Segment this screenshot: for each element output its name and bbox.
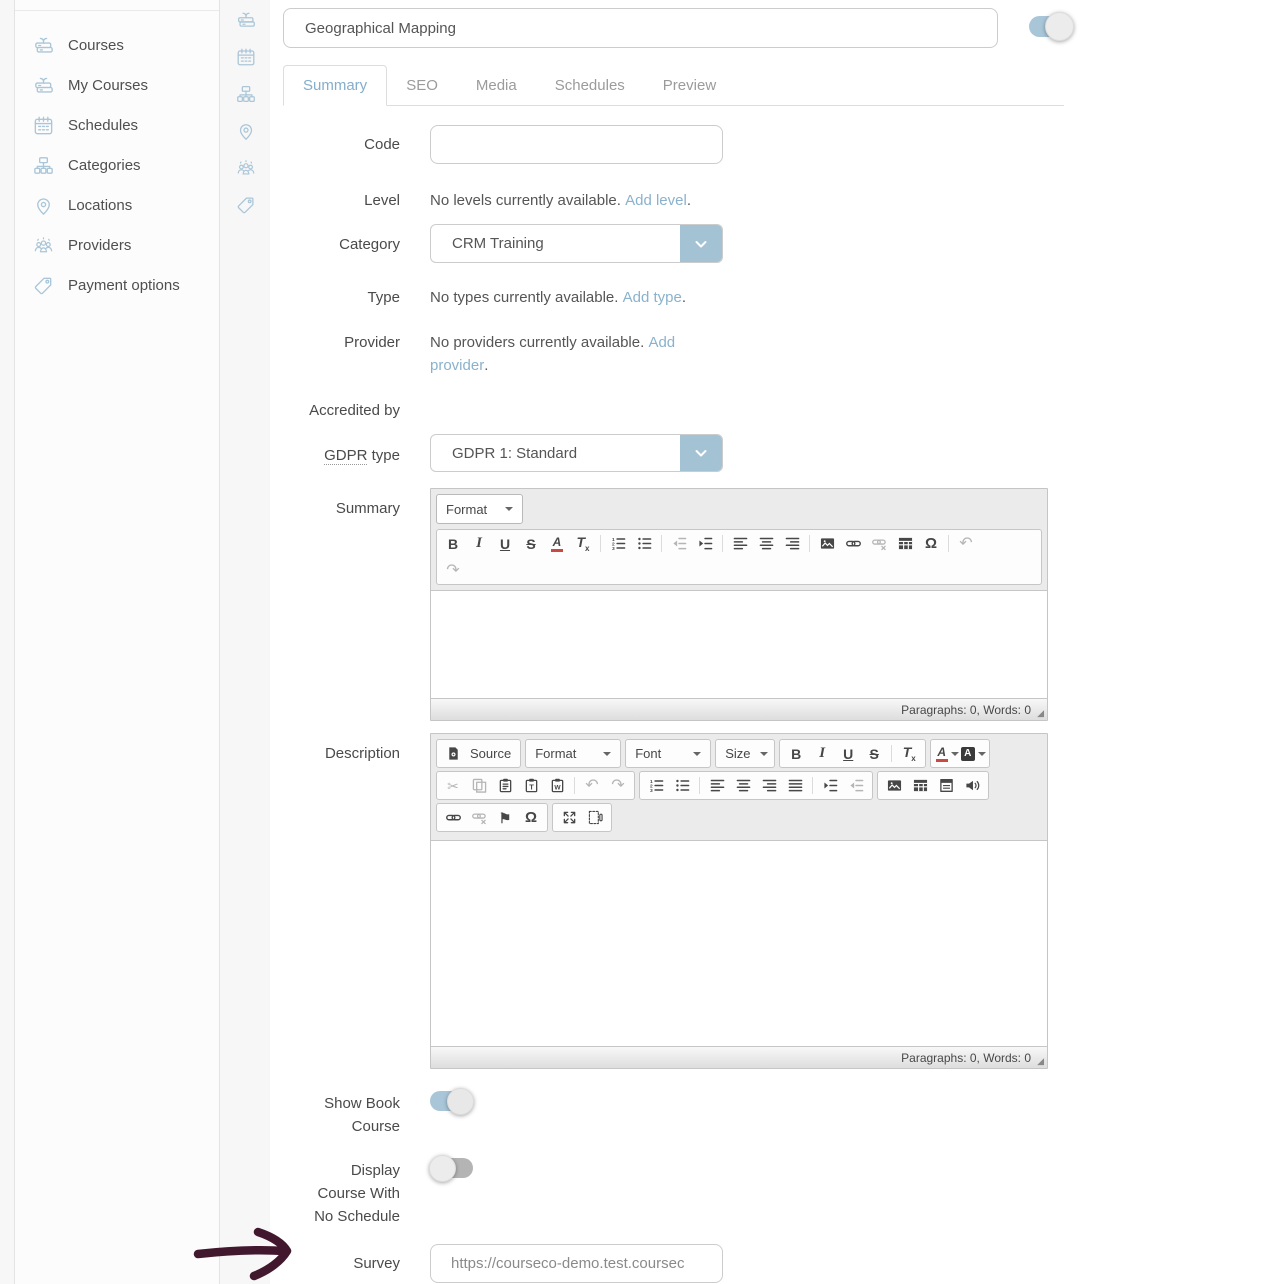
survey-label: Survey bbox=[353, 1255, 400, 1272]
gdpr-label-rest: type bbox=[371, 447, 400, 464]
sidebar-item-label: Payment options bbox=[68, 276, 180, 294]
unlink-button[interactable] bbox=[866, 531, 892, 556]
sidebar-item-payment-options[interactable] bbox=[15, 265, 219, 305]
align-center-button[interactable] bbox=[730, 773, 756, 798]
toolbar-separator bbox=[809, 535, 810, 552]
numbered-list-button[interactable] bbox=[643, 773, 669, 798]
table-button[interactable] bbox=[907, 773, 933, 798]
word-count: Paragraphs: 0, Words: 0 bbox=[901, 1050, 1031, 1065]
redo-icon: ↷ bbox=[446, 561, 460, 579]
toolbar-separator bbox=[574, 777, 575, 794]
source-icon bbox=[446, 746, 461, 761]
maximize-icon bbox=[562, 810, 577, 825]
sidebar-item-courses[interactable] bbox=[15, 25, 219, 65]
summary-label: Summary bbox=[335, 500, 400, 517]
format-dropdown[interactable] bbox=[436, 494, 523, 524]
show-book-course-toggle[interactable] bbox=[430, 1091, 473, 1111]
show-book-course-label: Show Book Course bbox=[324, 1095, 400, 1135]
paste-word-button[interactable] bbox=[544, 773, 570, 798]
outdent-button[interactable] bbox=[666, 531, 692, 556]
numbered-list-button[interactable] bbox=[605, 531, 631, 556]
link-icon bbox=[846, 536, 861, 551]
remove-format-button[interactable] bbox=[570, 531, 596, 556]
outdent-icon bbox=[672, 536, 687, 551]
indent-icon bbox=[823, 778, 838, 793]
numbered-list-icon bbox=[611, 536, 626, 551]
toolbar-group bbox=[436, 771, 635, 800]
audio-button[interactable] bbox=[959, 773, 985, 798]
strikethrough-button[interactable] bbox=[518, 531, 544, 556]
type-suffix: . bbox=[681, 289, 686, 306]
sidebar-item-locations[interactable] bbox=[15, 185, 219, 225]
unlink-icon bbox=[872, 536, 887, 551]
strikethrough-icon: S bbox=[526, 535, 536, 552]
align-left-icon bbox=[710, 778, 725, 793]
sidebar-item-label: Locations bbox=[68, 196, 133, 214]
undo-button[interactable] bbox=[579, 773, 605, 798]
code-input[interactable] bbox=[430, 125, 723, 164]
undo-button[interactable] bbox=[953, 531, 979, 556]
payment-icon[interactable] bbox=[235, 194, 257, 216]
bulleted-list-icon bbox=[675, 778, 690, 793]
anchor-button[interactable] bbox=[492, 805, 518, 830]
summary-toolbar bbox=[431, 489, 1047, 590]
gdpr-type-select[interactable] bbox=[430, 434, 723, 472]
align-left-button[interactable] bbox=[727, 531, 753, 556]
accredited-by-label: Accredited by bbox=[309, 402, 400, 419]
svg-text:3: 3 bbox=[611, 546, 615, 551]
template-button[interactable] bbox=[933, 773, 959, 798]
italic-icon: I bbox=[476, 535, 482, 551]
toolbar-separator bbox=[722, 535, 723, 552]
svg-text:3: 3 bbox=[649, 788, 653, 793]
paste-button[interactable] bbox=[492, 773, 518, 798]
special-char-icon: Ω bbox=[524, 809, 538, 826]
dropdown-label: Font bbox=[635, 746, 662, 761]
align-center-icon bbox=[736, 778, 751, 793]
level-suffix: . bbox=[686, 192, 691, 209]
format-dropdown[interactable] bbox=[525, 739, 621, 768]
icon-rail bbox=[221, 0, 270, 216]
locations-icon[interactable] bbox=[235, 120, 257, 142]
level-label: Level bbox=[364, 192, 400, 209]
display-course-label: Display Course With No Schedule bbox=[314, 1162, 400, 1225]
word-count: Paragraphs: 0, Words: 0 bbox=[901, 702, 1031, 717]
format-dropdown-label: Format bbox=[446, 501, 488, 517]
underline-icon: U bbox=[499, 535, 511, 552]
providers-icon bbox=[32, 234, 55, 257]
tab-bar bbox=[283, 65, 1064, 106]
courses-icon bbox=[32, 34, 55, 57]
bold-button[interactable] bbox=[440, 531, 466, 556]
link-icon bbox=[446, 810, 461, 825]
tab-summary[interactable]: Summary bbox=[283, 65, 387, 106]
indent-button[interactable] bbox=[817, 773, 843, 798]
schedules-icon bbox=[32, 114, 55, 137]
category-dropdown-button[interactable] bbox=[680, 225, 722, 262]
toolbar-separator bbox=[948, 535, 949, 552]
caret-down-icon bbox=[693, 752, 701, 760]
tab-media[interactable]: Media bbox=[475, 76, 517, 94]
special-char-button[interactable] bbox=[518, 805, 544, 830]
bg-color-menu-button[interactable] bbox=[960, 741, 986, 766]
bulleted-list-button[interactable] bbox=[669, 773, 695, 798]
gdpr-selected-value: GDPR 1: Standard bbox=[452, 444, 578, 462]
toolbar-group bbox=[930, 739, 990, 768]
paste-text-button[interactable] bbox=[518, 773, 544, 798]
sidebar-item-schedules[interactable] bbox=[15, 105, 219, 145]
source-button[interactable] bbox=[436, 739, 521, 768]
align-right-icon bbox=[762, 778, 777, 793]
sidebar-item-label: Providers bbox=[68, 236, 132, 254]
dropdown-label: Size bbox=[725, 746, 751, 761]
bulleted-list-icon bbox=[637, 536, 652, 551]
image-icon bbox=[820, 536, 835, 551]
template-icon bbox=[939, 778, 954, 793]
align-center-icon bbox=[759, 536, 774, 551]
align-center-button[interactable] bbox=[753, 531, 779, 556]
courses-icon bbox=[32, 74, 55, 97]
toolbar-separator bbox=[600, 535, 601, 552]
toggle-knob bbox=[429, 1155, 456, 1182]
annotation-arrow bbox=[190, 1224, 298, 1284]
description-status-bar bbox=[431, 1046, 1047, 1068]
add-type-link[interactable]: Add type bbox=[622, 289, 682, 306]
underline-icon: U bbox=[843, 745, 854, 762]
type-value bbox=[430, 286, 990, 309]
gdpr-dropdown-button[interactable] bbox=[680, 435, 722, 471]
strikethrough-button[interactable] bbox=[861, 741, 887, 766]
caret-down-icon bbox=[505, 507, 513, 515]
align-justify-icon bbox=[788, 778, 803, 793]
add-level-link[interactable]: Add level bbox=[625, 192, 687, 209]
type-label: Type bbox=[367, 289, 400, 306]
table-icon bbox=[913, 778, 928, 793]
sidebar-item-label: Schedules bbox=[68, 116, 139, 134]
caret-down-icon bbox=[603, 752, 611, 760]
tab-preview[interactable]: Preview bbox=[662, 76, 717, 94]
link-button[interactable] bbox=[440, 805, 466, 830]
svg-text:W: W bbox=[553, 784, 561, 792]
align-right-icon bbox=[785, 536, 800, 551]
show-blocks-icon bbox=[588, 810, 603, 825]
italic-icon: I bbox=[819, 745, 826, 761]
cut-button[interactable] bbox=[440, 773, 466, 798]
toolbar-separator bbox=[661, 535, 662, 552]
bg-color-menu-icon: A bbox=[961, 747, 986, 761]
bold-icon: B bbox=[447, 535, 459, 552]
redo-icon: ↷ bbox=[611, 776, 625, 794]
remove-format-icon: $T_x$ bbox=[902, 743, 916, 763]
code-label: Code bbox=[364, 136, 400, 153]
description-label: Description bbox=[324, 745, 400, 762]
payment-icon bbox=[32, 274, 55, 297]
svg-text:1: 1 bbox=[649, 779, 653, 785]
gdpr-type-label bbox=[300, 444, 400, 467]
bulleted-list-button[interactable] bbox=[631, 531, 657, 556]
svg-text:2: 2 bbox=[649, 784, 653, 790]
redo-button[interactable] bbox=[605, 773, 631, 798]
publish-toggle[interactable] bbox=[1029, 16, 1073, 37]
undo-icon: ↶ bbox=[585, 776, 599, 794]
image-button[interactable] bbox=[814, 531, 840, 556]
strikethrough-icon: S bbox=[869, 745, 879, 762]
resize-handle[interactable]: ◢ bbox=[1037, 1056, 1044, 1066]
svg-text:T: T bbox=[528, 782, 534, 792]
chevron-down-icon bbox=[693, 445, 709, 461]
caret-down-icon bbox=[760, 752, 768, 760]
sidebar-item-label: My Courses bbox=[68, 76, 149, 94]
toggle-knob bbox=[447, 1088, 474, 1115]
image-button[interactable] bbox=[881, 773, 907, 798]
level-empty-text: No levels currently available. bbox=[430, 192, 621, 209]
chevron-down-icon bbox=[693, 236, 709, 252]
schedules-icon[interactable] bbox=[235, 46, 257, 68]
audio-icon bbox=[965, 778, 980, 793]
paste-text-icon bbox=[524, 778, 539, 793]
svg-text:1: 1 bbox=[611, 537, 615, 543]
image-icon bbox=[887, 778, 902, 793]
align-justify-button[interactable] bbox=[782, 773, 808, 798]
paste-word-icon bbox=[550, 778, 565, 793]
align-left-icon bbox=[733, 536, 748, 551]
categories-icon[interactable] bbox=[235, 83, 257, 105]
toolbar-group bbox=[436, 803, 548, 832]
align-right-button[interactable] bbox=[756, 773, 782, 798]
copy-button[interactable] bbox=[466, 773, 492, 798]
providers-icon[interactable] bbox=[235, 157, 257, 179]
table-button[interactable] bbox=[892, 531, 918, 556]
anchor-icon: ⚑ bbox=[498, 809, 512, 826]
special-char-icon: Ω bbox=[924, 535, 938, 552]
categories-icon bbox=[32, 154, 55, 177]
toolbar-separator bbox=[891, 745, 892, 762]
italic-button[interactable] bbox=[466, 531, 492, 556]
indent-icon bbox=[698, 536, 713, 551]
text-color-button[interactable] bbox=[544, 531, 570, 556]
provider-empty-text: No providers currently available. bbox=[430, 334, 645, 351]
type-empty-text: No types currently available. bbox=[430, 289, 619, 306]
courses-icon[interactable] bbox=[235, 9, 257, 31]
tab-schedules[interactable]: Schedules bbox=[554, 76, 625, 94]
toolbar-group bbox=[877, 771, 989, 800]
description-content-area[interactable] bbox=[431, 840, 1047, 1046]
category-selected-value: CRM Training bbox=[452, 235, 544, 252]
category-label: Category bbox=[339, 236, 400, 253]
toolbar-separator bbox=[699, 777, 700, 794]
bold-icon: B bbox=[791, 745, 802, 762]
size-dropdown[interactable] bbox=[715, 739, 775, 768]
resize-handle[interactable]: ◢ bbox=[1037, 708, 1044, 718]
dropdown-label: Source bbox=[470, 746, 512, 761]
unlink-icon bbox=[472, 810, 487, 825]
course-title-input[interactable] bbox=[283, 8, 998, 48]
sidebar-item-categories[interactable] bbox=[15, 145, 219, 185]
provider-label: Provider bbox=[344, 334, 400, 351]
tab-seo[interactable]: SEO bbox=[406, 76, 438, 94]
special-char-button[interactable] bbox=[918, 531, 944, 556]
redo-button[interactable] bbox=[440, 558, 466, 583]
font-dropdown[interactable] bbox=[625, 739, 711, 768]
link-button[interactable] bbox=[840, 531, 866, 556]
toolbar-group bbox=[639, 771, 873, 800]
underline-button[interactable] bbox=[492, 531, 518, 556]
summary-toolbar-strip bbox=[436, 529, 1042, 585]
text-color-menu-icon: A bbox=[936, 746, 959, 762]
provider-suffix: . bbox=[484, 357, 489, 374]
sidebar bbox=[14, 0, 220, 1284]
svg-text:2: 2 bbox=[611, 542, 615, 548]
add-provider-link[interactable]: Add provider bbox=[430, 334, 676, 374]
text-color-icon: A bbox=[551, 536, 563, 552]
sidebar-nav bbox=[15, 11, 219, 305]
italic-button[interactable] bbox=[809, 741, 835, 766]
outdent-icon bbox=[849, 778, 864, 793]
align-right-button[interactable] bbox=[779, 531, 805, 556]
show-blocks-button[interactable] bbox=[582, 805, 608, 830]
sidebar-item-label: Categories bbox=[68, 156, 141, 174]
provider-value bbox=[430, 331, 692, 377]
sidebar-item-my-courses[interactable] bbox=[15, 65, 219, 105]
remove-format-button[interactable] bbox=[896, 741, 922, 766]
summary-status-bar bbox=[431, 698, 1047, 720]
numbered-list-icon bbox=[649, 778, 664, 793]
paste-icon bbox=[498, 778, 513, 793]
description-editor bbox=[430, 733, 1048, 1069]
indent-button[interactable] bbox=[692, 531, 718, 556]
unlink-button[interactable] bbox=[466, 805, 492, 830]
outdent-button[interactable] bbox=[843, 773, 869, 798]
table-icon bbox=[898, 536, 913, 551]
underline-button[interactable] bbox=[835, 741, 861, 766]
maximize-button[interactable] bbox=[556, 805, 582, 830]
text-color-menu-button[interactable] bbox=[934, 741, 960, 766]
bold-button[interactable] bbox=[783, 741, 809, 766]
toolbar-group bbox=[552, 803, 612, 832]
locations-icon bbox=[32, 194, 55, 217]
description-toolbar bbox=[431, 734, 1047, 840]
cut-icon: ✂ bbox=[447, 777, 459, 794]
toolbar-separator bbox=[812, 777, 813, 794]
toggle-knob bbox=[1045, 12, 1074, 41]
toolbar-group bbox=[779, 739, 926, 768]
sidebar-item-providers[interactable] bbox=[15, 225, 219, 265]
dropdown-label: Format bbox=[535, 746, 577, 761]
align-left-button[interactable] bbox=[704, 773, 730, 798]
category-select[interactable] bbox=[430, 224, 723, 263]
summary-content-area[interactable] bbox=[431, 590, 1047, 698]
undo-icon: ↶ bbox=[959, 534, 973, 552]
survey-input[interactable] bbox=[430, 1244, 723, 1283]
remove-format-icon: $T_x$ bbox=[576, 533, 590, 553]
level-value bbox=[430, 189, 990, 212]
gdpr-term: GDPR bbox=[324, 447, 368, 464]
copy-icon bbox=[472, 778, 487, 793]
summary-editor bbox=[430, 488, 1048, 721]
sidebar-item-label: Courses bbox=[68, 36, 124, 54]
display-course-toggle[interactable] bbox=[430, 1158, 473, 1178]
